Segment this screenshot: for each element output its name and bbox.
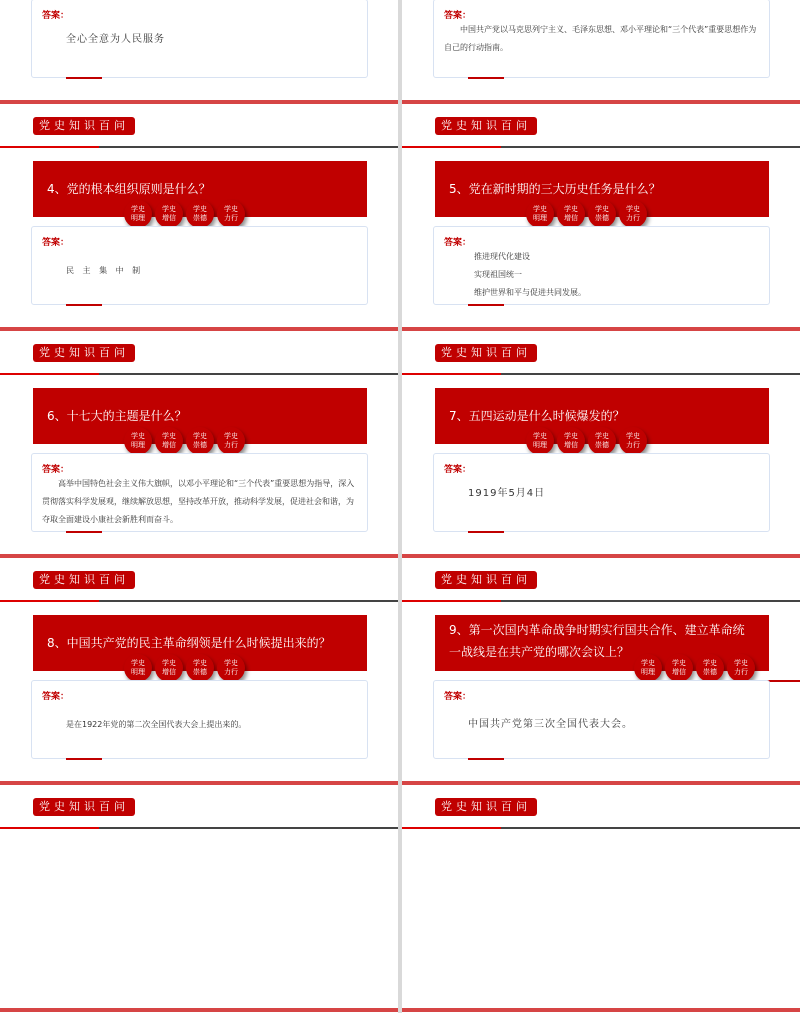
motto-circles [124,654,245,682]
answer-text: 中国共产党第三次全国代表大会。 [468,719,633,730]
motto-circle: 学史 力行 [217,654,245,682]
footer-divider [402,327,800,331]
slide-thumbnail[interactable] [0,786,398,1013]
motto-circle: 学史 增信 [557,200,585,228]
answer-box [31,453,368,532]
footer-divider [402,781,800,785]
slide-thumbnail[interactable] [402,332,800,559]
motto-circle: 学史 崇德 [588,427,616,455]
answer-text: 实现祖国统一 [474,270,522,279]
slide-thumbnail[interactable] [0,0,398,105]
header-divider [0,600,398,602]
motto-circle: 学史 力行 [727,654,755,682]
answer-label: 答案： [444,692,472,702]
motto-circle: 学史 力行 [217,427,245,455]
answer-box [31,680,368,759]
motto-circle: 学史 增信 [665,654,693,682]
section-badge: 党史知识百问 [435,344,537,362]
answer-text: 1919年5月4日 [468,488,546,499]
question-text: 7、五四运动是什么时候爆发的？ [449,409,625,423]
answer-box [31,0,368,78]
answer-box [433,0,770,78]
answer-accent-line [468,304,504,306]
motto-circles [124,200,245,228]
section-badge: 党史知识百问 [33,571,135,589]
answer-accent-line [468,531,504,533]
section-badge: 党史知识百问 [33,117,135,135]
answer-accent-line [66,758,102,760]
motto-circle: 学史 明理 [124,427,152,455]
answer-text: 中国共产党以马克思列宁主义、毛泽东思想、邓小平理论和“三个代表”重要思想作为自己的行动指南。 [444,25,757,52]
answer-accent-line [468,77,504,79]
motto-circle: 学史 明理 [526,200,554,228]
slide-thumbnail[interactable] [402,105,800,332]
section-badge: 党史知识百问 [33,798,135,816]
motto-circle: 学史 崇德 [186,654,214,682]
answer-label: 答案： [444,238,472,248]
slide-thumbnail[interactable] [0,559,398,786]
motto-circle: 学史 崇德 [696,654,724,682]
question-text: 4、党的根本组织原则是什么？ [47,182,211,196]
motto-circle: 学史 明理 [634,654,662,682]
answer-label: 答案： [42,238,70,248]
question-text: 6、十七大的主题是什么？ [47,409,187,423]
header-divider [402,600,800,602]
footer-divider [0,781,398,785]
motto-circle: 学史 明理 [124,200,152,228]
answer-accent-line [468,758,504,760]
slide-thumbnail[interactable] [402,0,800,105]
motto-circle: 学史 增信 [155,427,183,455]
footer-divider [0,327,398,331]
motto-circles [526,427,647,455]
answer-text: 推进现代化建设 [474,252,530,261]
motto-circle: 学史 明理 [124,654,152,682]
motto-circles [526,200,647,228]
answer-text: 维护世界和平与促进共同发展。 [474,288,586,297]
answer-box [31,226,368,305]
header-divider [402,146,800,148]
header-divider [0,146,398,148]
motto-circle: 学史 崇德 [588,200,616,228]
answer-text: 是在1922年党的第二次全国代表大会上提出来的。 [66,720,247,729]
answer-box [433,453,770,532]
slide-thumbnail[interactable] [0,332,398,559]
answer-label: 答案： [42,465,70,475]
motto-circles [634,654,755,682]
answer-accent-line [66,304,102,306]
footer-divider [0,1008,398,1012]
motto-circle: 学史 增信 [155,200,183,228]
motto-circle: 学史 崇德 [186,427,214,455]
question-text: 8、中国共产党的民主革命纲领是什么时候提出来的？ [47,636,331,650]
motto-circles [124,427,245,455]
answer-box [433,680,770,759]
answer-label: 答案： [42,692,70,702]
answer-text: 高举中国特色社会主义伟大旗帜，以邓小平理论和“三个代表”重要思想为指导，深入贯彻落实科学发展观，继续解放思想，坚持改革开放，推动科学发展，促进社会和谐，为夺取全面建设小康社会新胜利而奋斗。 [42,479,355,524]
header-divider [402,373,800,375]
answer-accent-line [66,77,102,79]
motto-circle: 学史 力行 [619,200,647,228]
section-badge: 党史知识百问 [435,117,537,135]
motto-circle: 学史 增信 [155,654,183,682]
slide-thumbnail[interactable] [402,559,800,786]
answer-label: 答案： [444,11,472,21]
header-divider [0,827,398,829]
answer-box [433,226,770,305]
motto-circle: 学史 明理 [526,427,554,455]
motto-circle: 学史 崇德 [186,200,214,228]
footer-divider [402,1008,800,1012]
answer-text: 全心全意为人民服务 [66,34,165,45]
answer-accent-line [66,531,102,533]
footer-divider [0,554,398,558]
motto-circle: 学史 力行 [217,200,245,228]
section-badge: 党史知识百问 [435,571,537,589]
answer-label: 答案： [42,11,70,21]
section-badge: 党史知识百问 [33,344,135,362]
slide-thumbnail[interactable] [402,786,800,1013]
footer-divider [402,554,800,558]
section-badge: 党史知识百问 [435,798,537,816]
answer-label: 答案： [444,465,472,475]
slide-thumbnail[interactable] [0,105,398,332]
question-text: 5、党在新时期的三大历史任务是什么？ [449,182,661,196]
answer-text: 民 主 集 中 制 [66,266,144,275]
motto-circle: 学史 增信 [557,427,585,455]
footer-divider [402,100,800,104]
question-text: 9、第一次国内革命战争时期实行国共合作、建立革命统一战线是在共产党的哪次会议上？ [449,623,745,659]
footer-divider [0,100,398,104]
header-divider [0,373,398,375]
header-divider [402,827,800,829]
motto-circle: 学史 力行 [619,427,647,455]
